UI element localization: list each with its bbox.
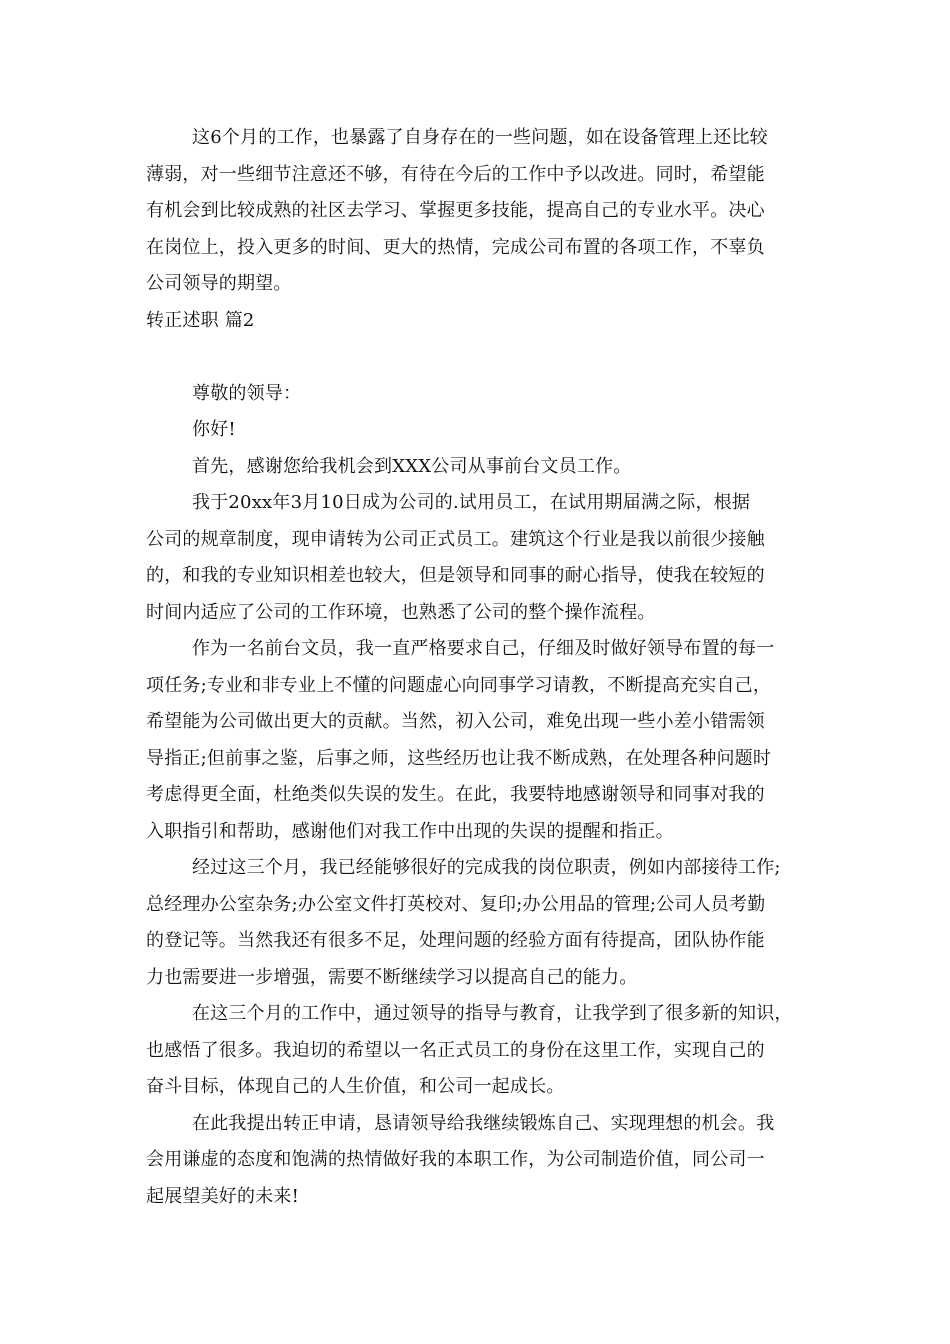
text-line: 导指正;但前事之鉴，后事之师，这些经历也让我不断成熟，在处理各种问题时: [146, 747, 772, 769]
paragraph-d: [146, 996, 814, 1106]
paragraph-b: [146, 631, 814, 850]
text-line: 薄弱，对一些细节注意还不够，有待在今后的工作中予以改进。同时，希望能: [146, 163, 765, 185]
document-body: [146, 120, 814, 1215]
text-line: 时间内适应了公司的工作环境，也熟悉了公司的整个操作流程。: [146, 601, 656, 623]
text-line: 力也需要进一步增强，需要不断继续学习以提高自己的能力。: [146, 966, 638, 988]
text-line: 会用谦虚的态度和饱满的热情做好我的本职工作，为公司制造价值，同公司一: [146, 1149, 765, 1170]
text-line: 有机会到比较成熟的社区去学习、掌握更多技能，提高自己的专业水平。决心: [146, 200, 765, 221]
letter-salutation: 尊敬的领导：: [192, 382, 302, 404]
text-line: 公司的规章制度，现申请转为公司正式员工。建筑这个行业是我以前很少接触: [146, 528, 765, 550]
text-line: 也感悟了很多。我迫切的希望以一名正式员工的身份在这里工作，实现自己的: [146, 1039, 765, 1061]
text-line: 起展望美好的未来!: [146, 1185, 300, 1207]
text-line: 希望能为公司做出更大的贡献。当然，初入公司，难免出现一些小差小错需领: [146, 711, 765, 732]
text-line: 在这三个月的工作中，通过领导的指导与教育，让我学到了很多新的知识，: [192, 1003, 793, 1024]
paragraph-a: [146, 485, 814, 631]
text-line: 我于20xx年3月10日成为公司的.试用员工，在试用期届满之际，根据: [192, 492, 751, 513]
paragraph-e: [146, 1106, 814, 1216]
text-line: 这6个月的工作，也暴露了自身存在的一些问题，如在设备管理上还比较: [192, 127, 768, 148]
section-heading: 转正述职 篇2: [146, 309, 255, 331]
text-line: 在此我提出转正申请，恳请领导给我继续锻炼自己、实现理想的机会。我: [192, 1112, 775, 1134]
text-line: 项任务;专业和非专业上不懂的问题虚心向同事学习请教，不断提高充实自己，: [146, 674, 772, 696]
text-line: 奋斗目标，体现自己的人生价值，和公司一起成长。: [146, 1076, 565, 1097]
text-line: 公司领导的期望。: [146, 273, 292, 294]
blank-line: [146, 339, 814, 376]
text-line: 经过这三个月，我已经能够很好的完成我的岗位职责，例如内部接待工作;: [192, 857, 781, 878]
text-line: 在岗位上，投入更多的时间、更大的热情，完成公司布置的各项工作，不辜负: [146, 236, 765, 258]
text-line: 总经理办公室杂务;办公室文件打英校对、复印;办公用品的管理;公司人员考勤: [146, 893, 766, 915]
letter-intro: 首先，感谢您给我机会到XXX公司从事前台文员工作。: [192, 455, 632, 477]
text-line: 入职指引和帮助，感谢他们对我工作中出现的失误的提醒和指正。: [146, 820, 674, 842]
text-line: 的，和我的专业知识相差也较大，但是领导和同事的耐心指导，使我在较短的: [146, 565, 765, 586]
text-line: 的登记等。当然我还有很多不足，处理问题的经验方面有待提高，团队协作能: [146, 930, 765, 951]
text-line: 作为一名前台文员，我一直严格要求自己，仔细及时做好领导布置的每一: [192, 638, 775, 659]
paragraph-c: [146, 850, 814, 996]
letter-greeting: 你好!: [192, 419, 236, 440]
paragraph-1: [146, 120, 814, 303]
text-line: 考虑得更全面，杜绝类似失误的发生。在此，我要特地感谢领导和同事对我的: [146, 784, 765, 805]
